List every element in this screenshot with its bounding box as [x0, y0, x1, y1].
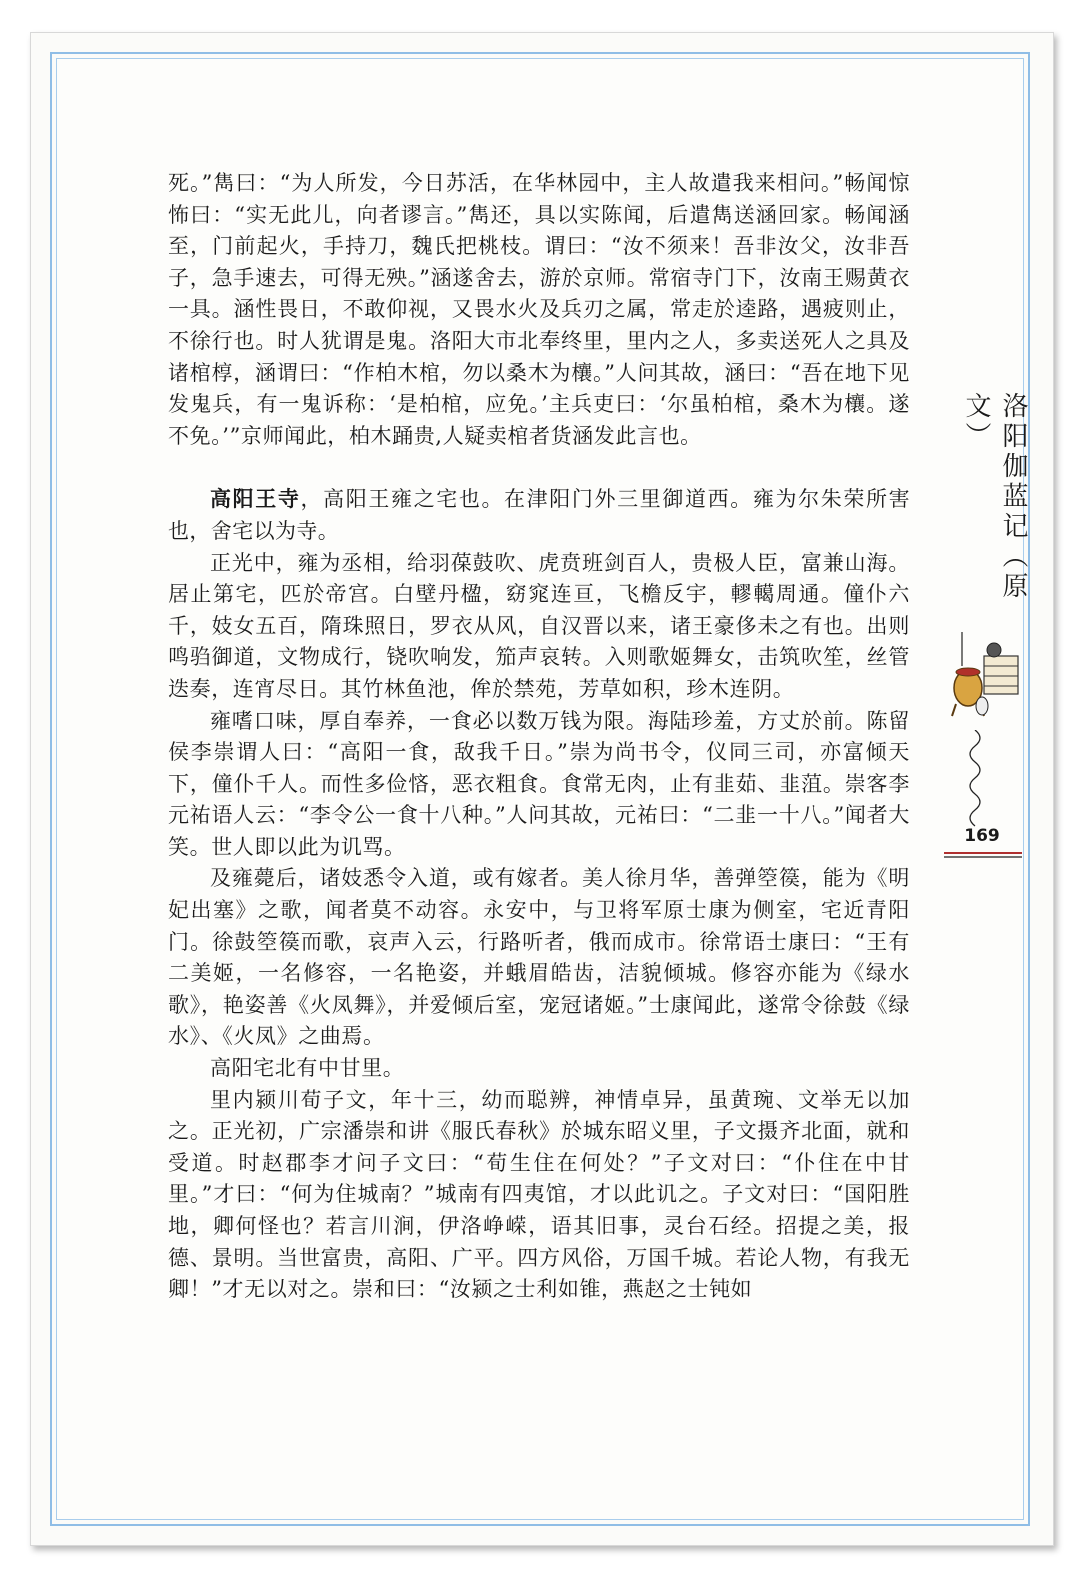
paragraph-4: 雍嗜口味，厚自奉养，一食必以数万钱为限。海陆珍羞，方丈於前。陈留侯李崇谓人曰：“高阳一食，敌我千日。”崇为尚书令，仪同三司，亦富倾天下，僮仆千人。而性多俭悋，恶衣粗食。食常无肉，止有韭茹、韭菹。崇客李元祐语人云：“李令公一食十八种。”人问其故，元祐曰：“二韭一十八。”闻者大笑。世人即以此为讥骂。: [168, 708, 910, 859]
side-header: [948, 392, 1028, 624]
incense-burner-icon: [948, 626, 1024, 726]
paragraph-6: 高阳宅北有中甘里。: [210, 1056, 405, 1081]
body-text: [168, 168, 910, 1306]
paragraph-5: 及雍薨后，诸妓悉令入道，或有嫁者。美人徐月华，善弹箜篌，能为《明妃出塞》之歌，闻者莫不动容。永安中，与卫将军原士康为侧室，宅近青阳门。徐鼓箜篌而歌，哀声入云，行路听者，俄而成市。徐常语士康曰：“王有二美姬，一名修容，一名艳姿，并蛾眉皓齿，洁貌倾城。修容亦能为《绿水歌》，艳姿善《火凤舞》，并爱倾后室，宠冠诸姬。”士康闻此，遂常令徐鼓《绿水》、《火凤》之曲焉。: [168, 866, 910, 1049]
paragraph-3: 正光中，雍为丞相，给羽葆鼓吹、虎贲班剑百人，贵极人臣，富兼山海。居止第宅，匹於帝宫。白壁丹楹，窈窕连亘，飞檐反宇，轇轕周通。僮仆六千，妓女五百，隋珠照日，罗衣从风，自汉晋以来，诸王豪侈未之有也。出则鸣驺御道，文物成行，铙吹响发，笳声哀转。入则歌姬舞女，击筑吹笙，丝管迭奏，连宵尽日。其竹林鱼池，侔於禁苑，芳草如积，珍木连阴。: [168, 550, 910, 701]
running-title: 洛阳伽蓝记（原文）: [961, 392, 1028, 602]
paragraph-1: 死。”雋曰：“为人所发，今日苏活，在华林园中，主人故遣我来相问。”畅闻惊怖曰：“实无此儿，向者谬言。”雋还，具以实陈闻，后遣雋送涵回家。畅闻涵至，门前起火，手持刀，魏氏把桃枝。谓曰：“汝不须来！吾非汝父，汝非吾子，急手速去，可得无殃。”涵遂舍去，游於京师。常宿寺门下，汝南王赐黄衣一具。涵性畏日，不敢仰视，又畏水火及兵刃之属，常走於逵路，遇疲则止，不徐行也。时人犹谓是鬼。洛阳大市北奉终里，里内之人，多卖送死人之具及诸棺椁，涵谓曰：“作柏木棺，勿以桑木为欀。”人问其故，涵曰：“吾在地下见发鬼兵，有一鬼诉称：‘是柏棺，应免。’主兵吏曰：‘尔虽柏棺，桑木为欀。遂不免。’”京师闻此，柏木踊贵,人疑卖棺者货涵发此言也。: [168, 171, 910, 448]
section-gap: [168, 452, 910, 484]
section-heading: 高阳王寺: [210, 487, 301, 512]
page-number: 169: [964, 826, 1000, 846]
decorative-wave-icon: [960, 730, 990, 830]
paragraph-2: [168, 484, 910, 547]
paragraph-7: 里内颍川荀子文，年十三，幼而聪辨，神情卓异，虽黄琬、文举无以加之。正光初，广宗潘崇和讲《服氏春秋》於城东昭义里，子文摄齐北面，就和受道。时赵郡李才问子文曰：“荀生住在何处？”子文对曰：“仆住在中甘里。”才曰：“何为住城南？”城南有四夷馆，才以此讥之。子文对曰：“国阳胜地，卿何怪也？若言川涧，伊洛峥嵘，语其旧事，灵台石经。招提之美，报德、景明。当世富贵，高阳、广平。四方风俗，万国千城。若论人物，有我无卿！”才无以对之。崇和曰：“汝颍之士利如锥，燕赵之士钝如: [168, 1087, 910, 1302]
page-number-rule: [944, 852, 1022, 860]
paragraph-2-text: ，高阳王雍之宅也。在津阳门外三里御道西。雍为尔朱荣所害也，舍宅以为寺。: [168, 487, 910, 543]
